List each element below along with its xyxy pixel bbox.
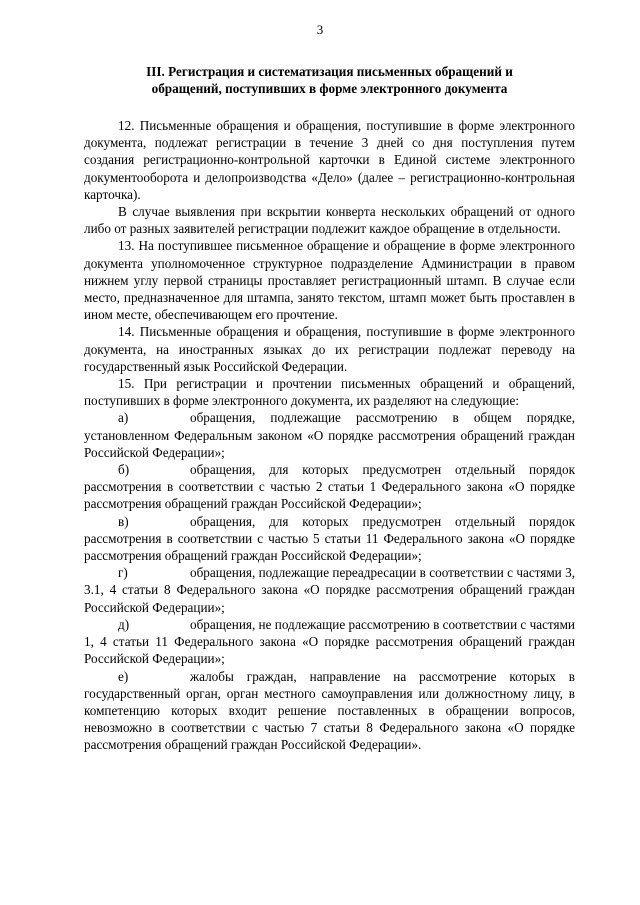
list-item-v	[84, 513, 575, 565]
list-item-text: обращения, подлежащие переадресации в соответствии с частями 3, 3.1, 4 статьи 8 Федерального закона «О порядке рассмотрения обращений граждан Российской Федерации»;	[84, 565, 575, 615]
list-item-text: обращения, не подлежащие рассмотрению в соответствии с частями 1, 4 статьи 11 Федерального закона «О порядке рассмотрения обращений граждан Российской Федерации»;	[84, 616, 575, 667]
list-item-a	[84, 409, 575, 461]
document-body	[84, 117, 575, 754]
list-item-label: е)	[118, 668, 129, 684]
list-item-label: д)	[118, 616, 130, 632]
list-item-label: г)	[118, 565, 128, 581]
list-item-text: обращения, для которых предусмотрен отдельный порядок рассмотрения в соответствии с частью 2 статьи 1 Федерального закона «О порядке рассмотрения обращений граждан Российской Федерации»;	[84, 462, 575, 512]
list-item-b	[84, 461, 575, 513]
list-item-e	[84, 668, 575, 754]
paragraph-14: 14. Письменные обращения и обращения, поступившие в форме электронного документа, на иностранных языках до их регистрации подлежат переводу на государственный язык Российской Федерации.	[84, 324, 575, 374]
section-heading-line-1: III. Регистрация и систематизация письменных обращений и	[146, 64, 513, 79]
list-item-label: в)	[118, 513, 129, 529]
section-heading	[84, 63, 575, 97]
list-item-text: жалобы граждан, направление на рассмотрение которых в государственный орган, орган местного самоуправления или должностному лицу, в компетенцию которых входит решение поставленных в обращении вопросов, невозможно в соответствии с частью 7 статьи 8 Федерального закона «О порядке рассмотрения обращений граждан Российской Федерации».	[84, 668, 575, 753]
list-item-text: обращения, подлежащие рассмотрению в общем порядке, установленном Федеральным законом «О порядке рассмотрения обращений граждан Российской Федерации»;	[84, 410, 575, 460]
list-item-label: а)	[118, 410, 129, 426]
list-item-d	[84, 616, 575, 668]
paragraph-12: 12. Письменные обращения и обращения, поступившие в форме электронного документа, подлежат регистрации в течение 3 дней со дня поступления путем создания регистрационно-контрольной карточки в Единой системе электронного документооборота и делопроизводства «Дело» (далее – регистрационно-контрольная карточка).	[84, 118, 575, 202]
list-item-g	[84, 564, 575, 616]
paragraph-multiple-appeals: В случае выявления при вскрытии конверта нескольких обращений от одного либо от разных заявителей регистрации подлежит каждое обращение в отдельности.	[84, 204, 575, 237]
section-heading-line-2: обращений, поступивших в форме электронного документа	[151, 81, 508, 96]
list-item-label: б)	[118, 462, 130, 478]
paragraph-15: 15. При регистрации и прочтении письменных обращений и обращений, поступивших в форме электронного документа, их разделяют на следующие:	[84, 376, 575, 409]
list-item-text: обращения, для которых предусмотрен отдельный порядок рассмотрения в соответствии с частью 5 статьи 11 Федерального закона «О порядке рассмотрения обращений граждан Российской Федерации»;	[84, 513, 575, 564]
page-number: 3	[316, 22, 324, 37]
paragraph-13: 13. На поступившее письменное обращение и обращение в форме электронного документа уполномоченное структурное подразделение Администрации в правом нижнем углу первой страницы проставляет регистрационный штамп. В случае если место, предназначенное для штампа, занято текстом, штамп может быть проставлен в ином месте, обеспечивающем его прочтение.	[84, 238, 575, 323]
